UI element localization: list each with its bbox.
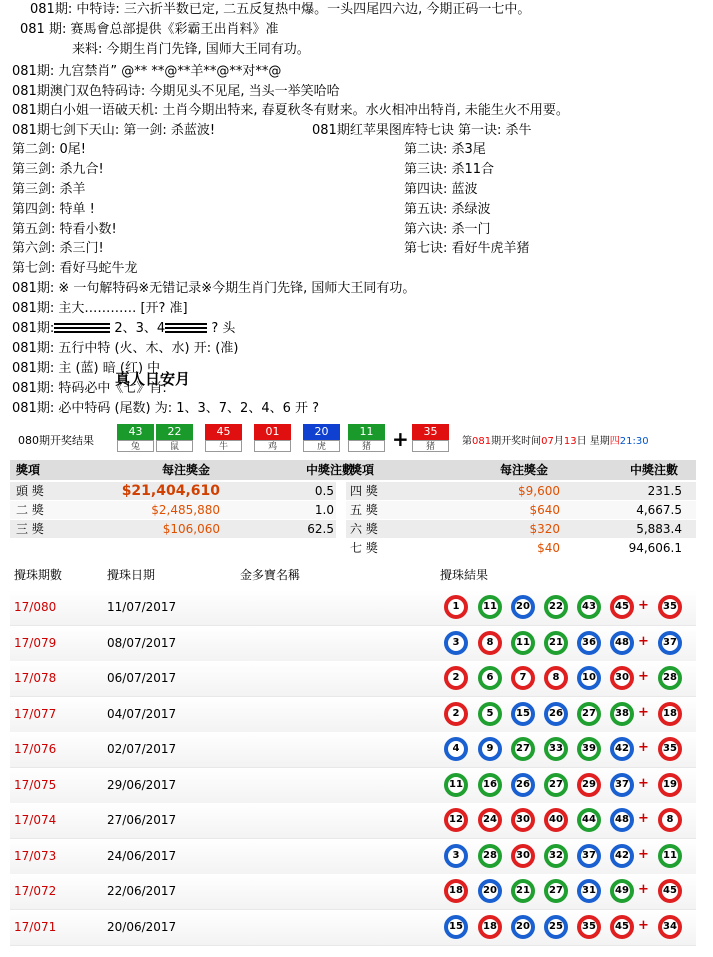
tile-zodiac: 猪 (348, 440, 385, 452)
number-ball: 48 (610, 631, 634, 655)
plus-sign: + (638, 846, 649, 862)
prize-tier: 五 獎 (350, 503, 378, 517)
prize-header-cell: 獎項 (16, 463, 41, 477)
number-ball: 26 (511, 773, 535, 797)
special-ball: 35 (658, 737, 682, 761)
prize-amount: $640 (529, 503, 560, 517)
number-ball: 2 (444, 702, 468, 726)
tile-number: 35 (423, 425, 438, 438)
draw-period: 17/073 (14, 848, 57, 863)
tile-zodiac: 鼠 (156, 440, 193, 452)
prize-tier: 七 獎 (350, 541, 378, 555)
number-ball: 11 (511, 631, 535, 655)
text-line-right: 081期红苹果图库特七诀 第一诀: 杀牛 (312, 123, 532, 138)
number-ball: 43 (577, 595, 601, 619)
number-ball: 27 (544, 773, 568, 797)
number-ball: 20 (511, 915, 535, 939)
draw-date: 02/07/2017 (107, 742, 177, 756)
number-ball: 25 (544, 915, 568, 939)
number-ball: 42 (610, 737, 634, 761)
prize-winners: 5,883.4 (636, 522, 682, 536)
text-line: 第六剑: 杀三门! (12, 241, 104, 256)
text-line: 081期白小姐一语破天机: 土肖今期出特来, 春夏秋冬有财来。水火相冲出特肖, 未能生火不用要。 (12, 103, 569, 118)
draw-row (10, 732, 696, 768)
number-ball: 37 (577, 844, 601, 868)
number-ball: 20 (511, 595, 535, 619)
draw-date: 24/06/2017 (107, 848, 177, 863)
plus-sign: + (638, 598, 649, 613)
number-ball: 3 (444, 844, 468, 868)
draw-period: 17/076 (14, 742, 57, 756)
result-number-tile (205, 424, 242, 452)
number-ball: 44 (577, 808, 601, 832)
number-ball: 40 (544, 808, 568, 832)
number-ball: 27 (577, 702, 601, 726)
number-ball: 48 (610, 808, 634, 832)
info-weekday: 四 (609, 436, 620, 447)
number-ball: 30 (610, 666, 634, 690)
result-number-tile (156, 424, 193, 452)
text-line: 081期: 九宫禁肖” @** **@**羊**@**对**@ (12, 64, 282, 79)
text-line-right: 第五诀: 杀绿波 (404, 202, 491, 217)
result-strip (10, 424, 696, 454)
number-ball: 3 (444, 631, 468, 655)
number-ball: 32 (544, 844, 568, 868)
prize-winners: 0.5 (314, 484, 334, 498)
redacted-bar (54, 323, 110, 334)
prize-amount: $21,404,610 (121, 483, 220, 499)
result-number-tile (303, 424, 340, 452)
number-ball: 20 (478, 879, 502, 903)
prize-amount: $9,600 (518, 484, 560, 498)
overlay-text: 真人日安月 (115, 370, 191, 388)
number-ball: 29 (577, 773, 601, 797)
prize-amount: $40 (537, 541, 560, 555)
plus-sign: + (638, 740, 649, 755)
draw-header (10, 562, 696, 588)
tile-zodiac: 虎 (303, 440, 340, 452)
draw-period: 17/074 (14, 813, 57, 827)
draw-header-cell: 金多寶名稱 (240, 568, 301, 582)
tile-number: 01 (265, 425, 280, 438)
number-ball: 49 (610, 879, 634, 903)
text-line-right: 第四诀: 蓝波 (404, 182, 478, 197)
info-a: 第 (462, 436, 472, 447)
draw-date: 06/07/2017 (107, 671, 177, 685)
special-ball: 8 (658, 808, 682, 832)
number-ball: 8 (478, 631, 502, 655)
text-line: 081期: 必中特码 (尾数) 为: 1、3、7、2、4、6 开 ? (12, 401, 320, 416)
draw-time-info (462, 432, 649, 447)
draw-header-cell: 攪珠期數 (14, 568, 63, 582)
number-ball: 30 (511, 844, 535, 868)
number-ball: 5 (478, 702, 502, 726)
bar-line-prefix: 081期: (12, 321, 55, 336)
text-line: 081期: 五行中特 (火、木、水) 开: (准) (12, 341, 239, 356)
plus-sign: + (392, 427, 409, 451)
prize-amount: $106,060 (162, 522, 220, 536)
text-line: 第三剑: 杀羊 (12, 182, 86, 197)
draw-period: 17/077 (14, 706, 57, 721)
number-ball: 21 (511, 879, 535, 903)
number-ball: 6 (478, 666, 502, 690)
plus-sign: + (638, 669, 649, 684)
number-ball: 10 (577, 666, 601, 690)
tile-zodiac: 兔 (117, 440, 154, 452)
draw-period: 17/072 (14, 884, 57, 898)
plus-sign: + (638, 917, 649, 933)
text-line-right: 第七诀: 看好牛虎羊猪 (404, 241, 530, 256)
special-ball: 19 (658, 773, 682, 797)
plus-sign: + (638, 882, 649, 897)
draw-date: 29/06/2017 (107, 777, 177, 792)
number-ball: 12 (444, 808, 468, 832)
text-line: 081期: 特码必中《七》肖: (12, 381, 167, 396)
text-line: 081期: 主 (蓝) 暗 (红) 中 (12, 361, 161, 376)
draw-date: 08/07/2017 (107, 635, 177, 650)
draw-row (10, 803, 696, 839)
number-ball: 22 (544, 595, 568, 619)
prize-winners: 62.5 (307, 522, 334, 536)
tile-zodiac: 猪 (412, 440, 449, 452)
info-time: 21:30 (619, 436, 649, 447)
draw-header-cell: 攪珠日期 (107, 568, 156, 582)
text-line: 081 期: 赛馬會总部提供《彩霸王出肖料》准 (20, 22, 279, 37)
number-ball: 21 (544, 631, 568, 655)
prize-tier: 頭 獎 (16, 484, 44, 498)
result-number-tile (348, 424, 385, 452)
info-month: 07 (541, 436, 554, 447)
text-line: 第二剑: 0尾! (12, 142, 86, 157)
prize-tier: 二 獎 (16, 503, 44, 517)
prize-winners: 94,606.1 (628, 541, 682, 555)
tile-number: 20 (314, 425, 329, 438)
result-number-tile (117, 424, 154, 452)
tile-number: 43 (128, 425, 143, 438)
info-e: 月 (553, 436, 564, 447)
info-day: 13 (563, 436, 577, 447)
number-ball: 27 (544, 879, 568, 903)
text-line: 081期: 主大………… [开? 准] (12, 301, 188, 316)
result-number-tile (412, 424, 449, 452)
draw-date: 20/06/2017 (107, 919, 177, 934)
plus-sign: + (638, 775, 649, 791)
number-ball: 45 (610, 595, 634, 619)
number-ball: 11 (478, 595, 502, 619)
text-line-right: 第三诀: 杀11合 (404, 162, 495, 177)
number-ball: 37 (610, 773, 634, 797)
special-ball: 18 (658, 702, 682, 726)
prize-header-cell: 獎項 (350, 463, 375, 477)
bar-line (12, 321, 235, 337)
strip-label: 080期开奖结果 (18, 434, 94, 447)
plus-sign: + (638, 704, 649, 720)
draw-row (10, 626, 696, 662)
number-ball: 15 (444, 915, 468, 939)
draw-date: 22/06/2017 (107, 884, 177, 898)
number-ball: 31 (577, 879, 601, 903)
draw-period: 17/080 (14, 600, 57, 614)
number-ball: 4 (444, 737, 468, 761)
text-line-right: 第二诀: 杀3尾 (404, 142, 486, 157)
info-g: 日 星期 (576, 436, 610, 447)
number-ball: 24 (478, 808, 502, 832)
tile-number: 45 (216, 425, 231, 438)
info-c: 期开奖时间 (491, 436, 542, 447)
text-line: 081期: 中特诗: 三六折半数已定, 二五反复热中爆。一头四尾四六边, 今期正码一七中。 (30, 2, 531, 17)
tile-number: 11 (359, 425, 374, 438)
text-line: 第三剑: 杀九合! (12, 162, 104, 177)
number-ball: 7 (511, 666, 535, 690)
prize-tier: 三 獎 (16, 522, 44, 536)
draw-period: 17/078 (14, 671, 57, 685)
number-ball: 39 (577, 737, 601, 761)
number-ball: 30 (511, 808, 535, 832)
number-ball: 16 (478, 773, 502, 797)
special-ball: 34 (658, 915, 682, 939)
special-ball: 35 (658, 595, 682, 619)
number-ball: 8 (544, 666, 568, 690)
number-ball: 33 (544, 737, 568, 761)
number-ball: 26 (544, 702, 568, 726)
prize-header-cell: 中獎注數 (630, 463, 679, 477)
number-ball: 38 (610, 702, 634, 726)
draw-row (10, 590, 696, 626)
special-ball: 37 (658, 631, 682, 655)
tile-zodiac: 鸡 (254, 440, 291, 452)
special-ball: 11 (658, 844, 682, 868)
prize-tier: 四 獎 (350, 484, 378, 498)
plus-sign: + (638, 633, 649, 649)
draw-row (10, 661, 696, 697)
draw-period: 17/079 (14, 635, 57, 650)
prize-header-cell: 每注獎金 (500, 463, 549, 477)
prize-header-cell: 中獎注數 (306, 463, 355, 477)
draw-period: 17/071 (14, 919, 57, 934)
number-ball: 35 (577, 915, 601, 939)
prize-header-cell: 每注獎金 (162, 463, 211, 477)
text-line: 来料: 今期生肖门先锋, 国师大王同有功。 (72, 42, 310, 57)
special-ball: 28 (658, 666, 682, 690)
text-line: 第五剑: 特看小数! (12, 222, 117, 237)
prize-winners: 231.5 (647, 484, 682, 498)
number-ball: 1 (444, 595, 468, 619)
text-line: 081期澳门双色特码诗: 今期见头不见尾, 当头一举笑哈哈 (12, 84, 340, 99)
text-line: 第七剑: 看好马蛇牛龙 (12, 261, 138, 276)
draw-period: 17/075 (14, 777, 57, 792)
result-number-tile (254, 424, 291, 452)
draw-row (10, 910, 696, 946)
redacted-bar (165, 323, 207, 334)
tile-number: 22 (167, 425, 182, 438)
prize-tier: 六 獎 (350, 522, 378, 536)
draw-row (10, 874, 696, 910)
number-ball: 27 (511, 737, 535, 761)
bar-line-mid: 2、3、4 (114, 321, 166, 336)
number-ball: 9 (478, 737, 502, 761)
prize-winners: 4,667.5 (636, 503, 682, 517)
number-ball: 45 (610, 915, 634, 939)
prize-amount: $320 (529, 522, 560, 536)
prize-table (10, 460, 696, 560)
number-ball: 18 (444, 879, 468, 903)
number-ball: 2 (444, 666, 468, 690)
number-ball: 42 (610, 844, 634, 868)
plus-sign: + (638, 811, 649, 826)
number-ball: 11 (444, 773, 468, 797)
draw-row (10, 768, 696, 804)
tile-zodiac: 牛 (205, 440, 242, 452)
text-line-right: 第六诀: 杀一门 (404, 222, 491, 237)
prize-amount: $2,485,880 (151, 503, 220, 517)
draw-header-cell: 攪珠結果 (440, 568, 489, 582)
text-line: 第四剑: 特单 ! (12, 202, 95, 217)
prize-winners: 1.0 (314, 503, 334, 517)
special-ball: 45 (658, 879, 682, 903)
number-ball: 36 (577, 631, 601, 655)
draw-date: 27/06/2017 (107, 813, 177, 827)
number-ball: 15 (511, 702, 535, 726)
text-line: 081期七剑下天山: 第一剑: 杀蓝波! (12, 123, 216, 138)
number-ball: 28 (478, 844, 502, 868)
text-line: 081期: ※ 一句解特码※无错记录※今期生肖门先锋, 国师大王同有功。 (12, 281, 416, 296)
draw-date: 11/07/2017 (107, 600, 177, 614)
draw-row (10, 839, 696, 875)
number-ball: 18 (478, 915, 502, 939)
info-period: 081 (472, 436, 492, 447)
draw-row (10, 697, 696, 733)
draw-date: 04/07/2017 (107, 706, 177, 721)
bar-line-suffix: ? 头 (211, 321, 236, 336)
